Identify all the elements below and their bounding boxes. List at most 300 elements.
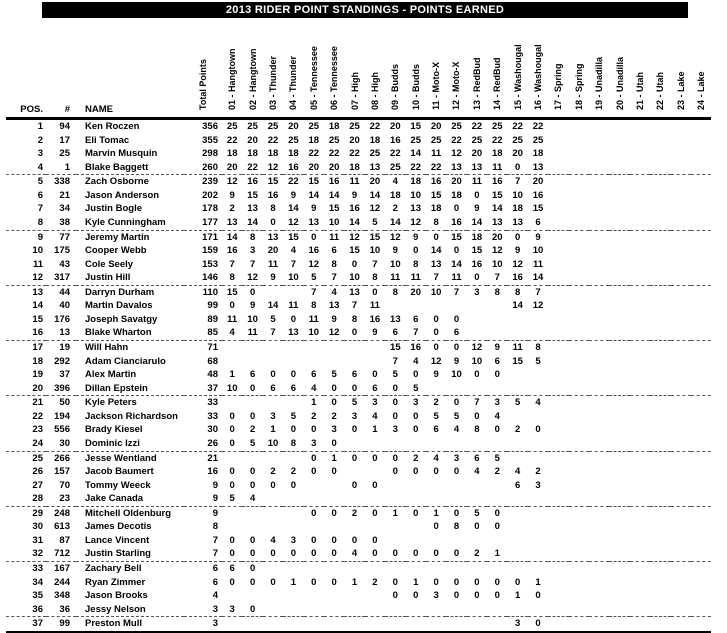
number-cell: 87 xyxy=(59,534,70,546)
points-cell xyxy=(589,341,609,355)
pos-cell: 15 xyxy=(32,313,43,325)
points-cell xyxy=(589,382,609,396)
total-cell: 99 xyxy=(207,300,218,312)
table-row xyxy=(6,396,711,410)
points-cell: 13 xyxy=(222,216,242,230)
table-row xyxy=(6,589,711,603)
points-cell xyxy=(569,161,589,175)
points-cell xyxy=(507,520,527,534)
points-cell: 0 xyxy=(453,203,460,215)
points-cell xyxy=(671,355,691,369)
points-cell xyxy=(691,216,711,230)
points-cell: 0 xyxy=(453,342,460,353)
points-cell xyxy=(609,119,629,134)
points-cell: 4 xyxy=(304,382,324,396)
points-cell: 0 xyxy=(344,326,364,340)
points-cell: 0 xyxy=(229,466,235,478)
points-cell xyxy=(242,341,262,355)
points-cell xyxy=(548,410,568,424)
points-cell: 4 xyxy=(372,410,378,422)
points-cell xyxy=(222,341,242,355)
points-cell: 10 xyxy=(324,216,344,230)
points-cell: 0 xyxy=(453,576,460,588)
points-cell: 0 xyxy=(515,231,521,243)
table-row xyxy=(6,230,711,244)
points-cell xyxy=(569,175,589,189)
pos-cell: 6 xyxy=(37,189,43,201)
points-cell: 18 xyxy=(226,148,238,160)
points-cell xyxy=(609,547,629,561)
points-cell: 2 xyxy=(311,410,317,422)
table-header xyxy=(6,18,711,119)
points-cell: 3 xyxy=(413,397,419,409)
pos-cell: 11 xyxy=(32,258,43,270)
points-cell xyxy=(528,506,548,520)
points-cell xyxy=(548,147,568,161)
table-row xyxy=(6,326,711,340)
points-cell xyxy=(304,589,324,603)
points-cell: 20 xyxy=(532,176,544,188)
points-cell xyxy=(671,134,691,148)
points-cell xyxy=(650,202,670,216)
points-cell: 11 xyxy=(406,271,426,285)
points-cell: 25 xyxy=(288,134,299,146)
points-cell xyxy=(263,355,283,369)
pos-cell: 36 xyxy=(6,603,46,617)
total-cell: 177 xyxy=(184,216,222,230)
points-cell: 8 xyxy=(270,203,276,215)
round-label: 18 - Spring xyxy=(573,63,584,110)
points-cell: 6 xyxy=(433,424,439,436)
points-cell xyxy=(589,617,609,632)
points-cell xyxy=(426,382,446,396)
points-cell xyxy=(548,313,568,327)
points-cell xyxy=(344,492,364,506)
points-cell: 5 xyxy=(242,437,262,451)
points-cell xyxy=(609,202,629,216)
points-cell: 25 xyxy=(328,134,340,146)
points-cell: 9 xyxy=(263,271,283,285)
points-cell xyxy=(691,547,711,561)
points-cell: 10 xyxy=(369,245,381,257)
points-cell: 3 xyxy=(351,410,358,422)
points-cell: 14 xyxy=(512,300,523,312)
points-cell xyxy=(467,534,487,548)
round-label: 09 - Budds xyxy=(390,63,401,110)
points-cell: 14 xyxy=(410,148,421,160)
points-cell xyxy=(589,161,609,175)
points-cell: 22 xyxy=(242,161,262,175)
points-cell: 14 xyxy=(344,216,364,230)
points-cell xyxy=(385,299,405,313)
points-cell: 0 xyxy=(229,576,235,588)
total-cell: 6 xyxy=(212,576,218,588)
points-cell xyxy=(283,589,303,603)
points-cell xyxy=(589,410,609,424)
points-cell: 20 xyxy=(410,286,421,298)
round-label: 03 - Thunder xyxy=(267,55,278,110)
points-cell xyxy=(650,244,670,258)
round-label: 04 - Thunder xyxy=(288,55,299,110)
points-cell: 13 xyxy=(467,161,487,175)
points-cell: 4 xyxy=(515,466,521,478)
points-cell: 9 xyxy=(515,245,521,257)
points-cell xyxy=(609,423,629,437)
points-cell xyxy=(569,451,589,465)
points-cell xyxy=(446,603,466,617)
col-header-round xyxy=(507,18,527,119)
points-cell: 0 xyxy=(467,271,487,285)
points-cell xyxy=(630,216,650,230)
points-cell xyxy=(324,520,344,534)
points-cell: 9 xyxy=(331,313,337,325)
name-cell: Ryan Zimmer xyxy=(85,576,146,588)
points-cell xyxy=(671,326,691,340)
table-row xyxy=(6,534,711,548)
points-cell xyxy=(569,134,589,148)
points-cell xyxy=(548,119,568,134)
points-cell: 0 xyxy=(413,590,419,602)
points-cell xyxy=(589,230,609,244)
points-cell xyxy=(507,437,527,451)
number-cell: 37 xyxy=(59,369,70,381)
points-cell xyxy=(548,562,568,576)
points-cell: 10 xyxy=(410,189,421,201)
pos-cell: 12 xyxy=(6,271,46,285)
points-cell xyxy=(263,589,283,603)
points-cell: 12 xyxy=(226,176,238,188)
points-cell xyxy=(630,617,650,632)
points-cell xyxy=(609,134,629,148)
points-cell xyxy=(283,451,303,465)
points-cell: 0 xyxy=(453,507,460,519)
table-row xyxy=(6,492,711,506)
points-cell xyxy=(344,562,364,576)
number-cell: 317 xyxy=(46,271,76,285)
points-cell: 3 xyxy=(290,534,297,546)
points-cell xyxy=(691,520,711,534)
points-cell: 8 xyxy=(474,424,480,436)
points-cell xyxy=(609,368,629,382)
points-cell: 8 xyxy=(426,216,446,230)
points-cell xyxy=(569,382,589,396)
points-cell xyxy=(324,341,344,355)
points-cell: 16 xyxy=(532,189,544,201)
points-cell: 0 xyxy=(311,534,317,546)
points-cell: 12 xyxy=(349,231,360,243)
points-cell xyxy=(650,368,670,382)
number-cell: 13 xyxy=(46,326,76,340)
points-cell xyxy=(283,492,303,506)
total-cell: 260 xyxy=(184,161,222,175)
points-cell: 0 xyxy=(413,410,419,422)
points-cell: 11 xyxy=(227,313,238,325)
points-cell: 0 xyxy=(311,576,317,588)
table-row xyxy=(6,465,711,479)
points-cell xyxy=(650,562,670,576)
points-cell xyxy=(609,534,629,548)
table-row xyxy=(6,285,711,299)
points-cell: 5 xyxy=(433,410,439,422)
points-cell: 20 xyxy=(471,148,483,160)
points-cell: 16 xyxy=(446,216,466,230)
points-cell: 10 xyxy=(430,286,442,298)
points-cell: 11 xyxy=(446,271,466,285)
number-cell: 38 xyxy=(46,216,76,230)
col-header-round xyxy=(528,18,548,119)
points-cell xyxy=(324,603,344,617)
number-cell: 176 xyxy=(54,313,70,325)
points-cell: 0 xyxy=(344,382,364,396)
table-row xyxy=(6,258,711,272)
points-cell: 6 xyxy=(229,563,235,574)
points-cell xyxy=(283,341,303,355)
points-cell: 0 xyxy=(372,286,378,298)
points-cell xyxy=(548,576,568,590)
points-cell: 11 xyxy=(487,161,507,175)
points-cell xyxy=(691,134,711,148)
points-cell: 0 xyxy=(433,521,439,533)
points-cell xyxy=(548,202,568,216)
points-cell: 0 xyxy=(474,189,480,201)
points-cell xyxy=(691,465,711,479)
points-cell: 20 xyxy=(349,134,360,146)
points-cell: 20 xyxy=(324,161,344,175)
points-cell xyxy=(222,451,242,465)
points-cell xyxy=(446,299,466,313)
points-cell: 7 xyxy=(351,300,358,312)
points-cell xyxy=(671,341,691,355)
col-header-round xyxy=(650,18,670,119)
points-cell: 11 xyxy=(533,258,544,270)
table-row xyxy=(6,189,711,203)
round-label: 11 - Moto-X xyxy=(431,61,442,110)
name-cell: Dominic Izzi xyxy=(76,437,184,451)
table-row xyxy=(6,147,711,161)
total-cell: 26 xyxy=(184,437,222,451)
points-cell xyxy=(609,299,629,313)
round-label: 07 - High xyxy=(349,71,360,110)
name-cell: Darryn Durham xyxy=(85,286,155,298)
points-cell xyxy=(426,617,446,632)
points-cell xyxy=(548,547,568,561)
points-cell: 22 xyxy=(267,134,279,146)
points-cell xyxy=(609,244,629,258)
points-cell: 1 xyxy=(229,369,235,381)
points-cell: 0 xyxy=(474,521,480,533)
points-cell: 4 xyxy=(242,492,262,506)
points-cell xyxy=(650,479,670,493)
points-cell xyxy=(691,410,711,424)
total-cell: 9 xyxy=(184,492,222,506)
pos-cell: 7 xyxy=(37,203,43,215)
points-cell xyxy=(467,299,487,313)
points-cell xyxy=(569,147,589,161)
total-cell: 33 xyxy=(207,410,218,422)
points-cell xyxy=(589,244,609,258)
points-cell: 3 xyxy=(249,245,256,257)
points-cell xyxy=(650,355,670,369)
points-cell xyxy=(242,451,262,465)
points-cell: 8 xyxy=(453,521,460,533)
points-cell xyxy=(467,437,487,451)
points-cell xyxy=(426,603,446,617)
total-cell: 110 xyxy=(202,286,218,298)
points-cell: 20 xyxy=(267,245,279,257)
points-cell: 9 xyxy=(392,245,398,257)
points-cell: 2 xyxy=(413,452,419,464)
points-cell: 0 xyxy=(249,576,256,588)
points-cell xyxy=(609,465,629,479)
points-cell xyxy=(671,175,691,189)
points-cell: 4 xyxy=(433,452,439,464)
number-cell: 244 xyxy=(54,576,70,588)
points-cell: 7 xyxy=(372,258,378,270)
points-cell xyxy=(548,258,568,272)
points-cell xyxy=(324,617,344,632)
total-cell: 6 xyxy=(212,563,218,574)
pos-cell: 32 xyxy=(6,547,46,561)
points-cell: 0 xyxy=(494,424,500,436)
points-cell: 0 xyxy=(535,590,541,602)
points-cell xyxy=(630,465,650,479)
col-header-name: NAME xyxy=(76,18,184,119)
name-cell: Jackson Richardson xyxy=(85,410,178,422)
points-cell xyxy=(650,382,670,396)
points-cell xyxy=(426,479,446,493)
points-cell: 10 xyxy=(247,313,258,325)
name-cell: Kyle Cunningham xyxy=(76,216,184,230)
points-cell xyxy=(569,437,589,451)
table-row xyxy=(6,175,711,189)
points-cell xyxy=(569,244,589,258)
points-cell: 9 xyxy=(433,369,439,381)
points-cell: 8 xyxy=(222,271,242,285)
total-cell: 21 xyxy=(207,452,218,464)
points-cell: 6 xyxy=(446,326,466,340)
points-cell: 0 xyxy=(351,479,358,491)
points-cell: 4 xyxy=(474,466,480,478)
points-cell xyxy=(528,313,548,327)
points-cell xyxy=(589,175,609,189)
points-cell xyxy=(650,617,670,632)
points-cell: 3 xyxy=(507,617,527,632)
points-cell xyxy=(589,285,609,299)
points-cell xyxy=(324,492,344,506)
points-cell: 4 xyxy=(535,397,541,409)
round-label: 22 - Utah xyxy=(655,71,666,110)
table-row xyxy=(6,202,711,216)
number-cell: 50 xyxy=(59,397,70,409)
points-cell xyxy=(609,161,629,175)
points-cell xyxy=(569,410,589,424)
points-cell xyxy=(691,603,711,617)
points-cell xyxy=(671,313,691,327)
points-cell xyxy=(569,617,589,632)
points-cell: 15 xyxy=(267,176,279,188)
points-cell xyxy=(569,258,589,272)
points-cell: 10 xyxy=(451,369,462,381)
round-label: 13 - RedBud xyxy=(471,57,482,110)
points-cell xyxy=(630,437,650,451)
points-cell xyxy=(650,396,670,410)
points-cell xyxy=(528,492,548,506)
points-cell: 25 xyxy=(471,134,483,146)
number-cell: 99 xyxy=(46,617,76,632)
points-cell xyxy=(406,479,426,493)
points-cell xyxy=(385,437,405,451)
points-cell: 7 xyxy=(392,355,398,367)
total-cell: 9 xyxy=(212,507,218,519)
points-cell xyxy=(406,437,426,451)
points-cell xyxy=(589,589,609,603)
points-cell: 0 xyxy=(311,466,317,478)
points-cell: 5 xyxy=(494,452,500,464)
points-cell xyxy=(385,603,405,617)
points-cell: 22 xyxy=(328,148,340,160)
points-cell xyxy=(630,382,650,396)
points-cell xyxy=(650,341,670,355)
round-label: 06 - Tennessee xyxy=(329,46,340,110)
points-cell xyxy=(385,562,405,576)
pos-cell: 22 xyxy=(32,410,43,422)
points-cell xyxy=(548,437,568,451)
points-cell: 11 xyxy=(431,148,442,160)
col-header-round xyxy=(426,18,446,119)
points-cell: 15 xyxy=(226,286,238,298)
points-cell xyxy=(609,589,629,603)
number-cell: 34 xyxy=(59,203,70,215)
points-cell: 15 xyxy=(308,176,320,188)
total-cell: 7 xyxy=(212,534,218,546)
points-cell: 9 xyxy=(290,189,297,201)
points-cell xyxy=(426,492,446,506)
points-cell xyxy=(671,603,691,617)
points-cell xyxy=(487,382,507,396)
points-cell xyxy=(630,134,650,148)
points-cell: 2 xyxy=(535,466,541,478)
name-cell: Kyle Peters xyxy=(85,397,137,409)
points-cell xyxy=(630,202,650,216)
points-cell xyxy=(548,341,568,355)
points-cell xyxy=(548,423,568,437)
points-cell xyxy=(528,382,548,396)
points-cell xyxy=(467,603,487,617)
points-cell: 1 xyxy=(372,424,378,436)
points-cell xyxy=(650,547,670,561)
points-cell: 2 xyxy=(270,466,276,478)
points-cell: 0 xyxy=(229,410,235,422)
points-cell xyxy=(630,313,650,327)
points-cell: 25 xyxy=(410,134,421,146)
points-cell: 0 xyxy=(446,547,466,561)
points-cell: 0 xyxy=(494,507,500,519)
points-cell xyxy=(406,534,426,548)
points-cell: 6 xyxy=(385,326,405,340)
points-cell xyxy=(222,617,242,632)
points-cell xyxy=(609,576,629,590)
points-cell: 6 xyxy=(494,355,500,367)
points-cell xyxy=(528,368,548,382)
points-cell xyxy=(691,534,711,548)
points-cell xyxy=(548,506,568,520)
points-cell xyxy=(304,341,324,355)
pos-cell: 4 xyxy=(6,161,46,175)
points-cell xyxy=(671,271,691,285)
points-cell: 25 xyxy=(247,121,258,132)
pos-cell: 26 xyxy=(32,466,43,478)
points-cell: 11 xyxy=(288,300,299,312)
